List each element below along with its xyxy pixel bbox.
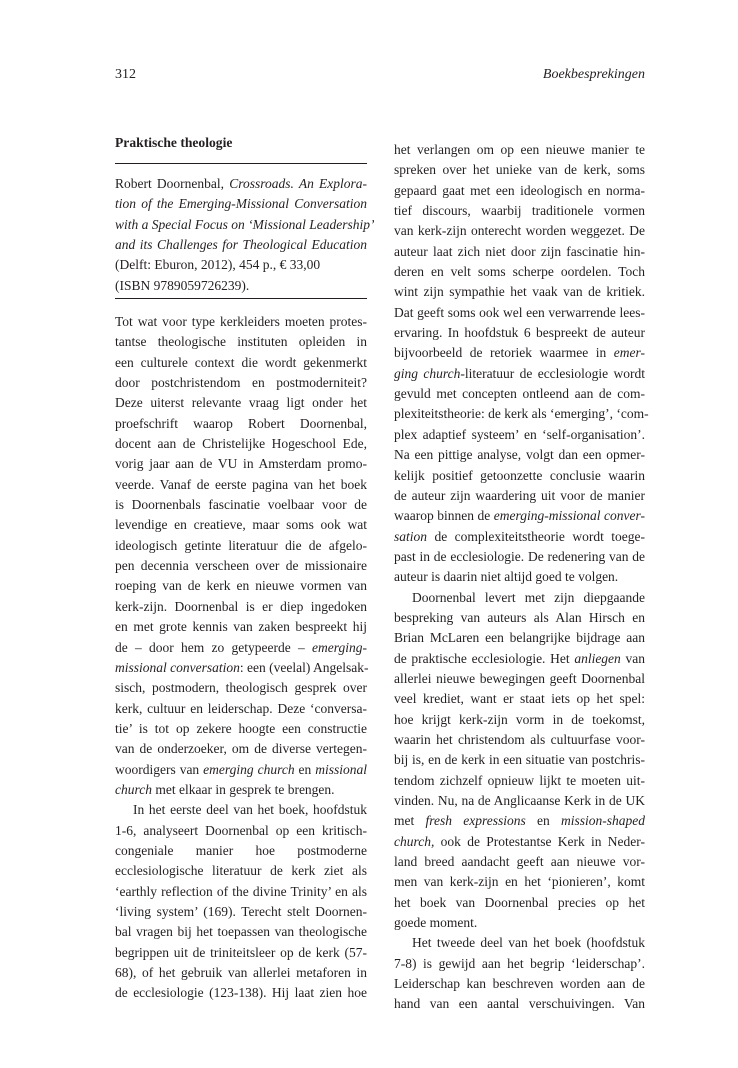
italic-text: emerging-missional conver-	[493, 508, 645, 524]
divider-top	[115, 163, 367, 164]
text-segment: door postchristendom en postmoderniteit?	[115, 375, 367, 391]
text-segment: plex adaptief systeem’ en ‘self-organisation’.	[394, 426, 645, 442]
text-line	[115, 780, 367, 800]
italic-text: ging church	[394, 365, 461, 381]
text-segment: wint zijn sympathie het vaak van de kritiek.	[394, 284, 645, 300]
text-segment: bijvoorbeeld de retoriek waarmee in	[394, 345, 614, 361]
text-segment: auteur is daarin niet altijd goed te volgen.	[394, 569, 619, 585]
text-line	[394, 140, 645, 160]
divider-bottom	[115, 298, 367, 299]
text-line	[115, 943, 367, 963]
text-line	[394, 913, 645, 933]
text-line	[115, 475, 367, 495]
text-line	[394, 588, 645, 608]
text-line	[394, 181, 645, 201]
text-segment: kelijk positief getoonzette conclusie waarin	[394, 467, 645, 483]
text-line	[115, 963, 367, 983]
text-line	[115, 882, 367, 902]
text-segment: veel krediet, want er staat iets op het spel:	[394, 691, 645, 707]
text-segment: kerk, cultuur en leiderschap. Deze ‘conversa-	[115, 700, 367, 716]
text-line	[115, 678, 367, 698]
text-line	[394, 384, 645, 404]
italic-text: emer-	[613, 345, 645, 361]
text-line	[394, 343, 645, 363]
italic-text: tion of the Emerging-Missional Conversation	[115, 196, 367, 212]
text-line	[394, 811, 645, 831]
text-segment: congeniale manier hoe postmoderne	[115, 842, 367, 858]
text-segment: bal vragen bij het toepassen van theologische	[115, 924, 367, 940]
text-line	[394, 160, 645, 180]
text-line	[115, 353, 367, 373]
text-segment: waarin het christendom als cultuurfase voor-	[394, 731, 645, 747]
text-segment: Deze uiterst relevante vraag ligt onder het	[115, 395, 367, 411]
text-segment: veerde. Vanaf de eerste pagina van het boek	[115, 476, 367, 492]
text-segment: ervaring. In hoofdstuk 6 bespreekt de auteur	[394, 325, 645, 341]
text-segment: plexiteitstheorie: de kerk als ‘emerging’, ‘com-	[394, 406, 649, 422]
text-segment: tief discours, waarbij traditionele vormen	[394, 203, 645, 219]
text-line	[115, 902, 367, 922]
text-segment: met elkaar in gesprek te brengen.	[152, 781, 335, 797]
left-column-body	[115, 312, 367, 1004]
text-line	[394, 242, 645, 262]
text-line	[394, 750, 645, 770]
text-line	[115, 719, 367, 739]
text-segment: ideologisch getinte literatuur die de afgelo-	[115, 537, 367, 553]
text-line	[394, 933, 645, 953]
italic-text: mission-shaped	[561, 813, 645, 829]
text-segment: past in de ecclesiologie. De redenering van de	[394, 548, 645, 564]
text-line	[394, 262, 645, 282]
text-line	[394, 567, 645, 587]
text-segment: hand van een aantal verschuivingen. Van	[394, 996, 645, 1012]
text-line	[394, 506, 645, 526]
text-segment: tantse theologische instituten opleiden in	[115, 334, 367, 350]
text-segment: de praktische ecclesiologie. Het	[394, 650, 575, 666]
text-segment: ‘earthly reflection of the divine Trinity’ en als	[115, 883, 367, 899]
italic-text: with a Special Focus on ‘Missional Leadership’	[115, 216, 375, 232]
text-segment: sisch, postmodern, theologisch gesprek over	[115, 680, 367, 696]
text-segment: de auteur zijn waardering uit voor de manier	[394, 487, 645, 503]
text-line	[394, 872, 645, 892]
text-segment: tendom zichzelf opnieuw lijkt te moeten uit-	[394, 772, 645, 788]
text-segment: en	[525, 813, 561, 829]
text-segment: van kerk-zijn onterecht worden weggezet. De	[394, 223, 645, 239]
italic-text: missional conversation	[115, 659, 240, 675]
text-line	[115, 576, 367, 596]
text-line	[394, 404, 649, 424]
text-line	[394, 852, 645, 872]
text-line	[115, 255, 367, 275]
text-line	[394, 893, 645, 913]
text-line	[394, 771, 645, 791]
italic-text: emerging-	[312, 639, 367, 655]
text-line	[394, 425, 645, 445]
text-segment: Dat geeft soms ook wel een verwarrende lees-	[394, 304, 645, 320]
text-line	[115, 800, 367, 820]
italic-text: fresh expressions	[425, 813, 526, 829]
text-line	[115, 332, 367, 352]
text-line	[394, 994, 645, 1014]
text-line	[394, 282, 645, 302]
text-segment: : een (veelal) Angelsak-	[239, 659, 369, 675]
text-line	[115, 393, 367, 413]
italic-text: church	[115, 781, 152, 797]
italic-text: sation	[394, 528, 428, 544]
text-line	[115, 922, 367, 942]
italic-text: church,	[394, 833, 435, 849]
text-line	[115, 597, 367, 617]
text-segment: proefschrift waarop Robert Doornenbal,	[115, 415, 367, 431]
text-segment: Na een pittige analyse, volgt dan een opmer-	[394, 447, 645, 463]
text-line	[115, 515, 367, 535]
text-segment: 1-6, analyseert Doornenbal op een kritisch-	[115, 822, 367, 838]
text-segment: tie’ is tot op zekere hoogte een constructie	[115, 720, 367, 736]
text-line	[394, 486, 645, 506]
running-header-section: Boekbesprekingen	[542, 67, 645, 82]
text-segment: bij is, en de kerk in een situatie van postchris-	[394, 752, 645, 768]
text-segment: In het eerste deel van het boek, hoofdstuk	[133, 802, 367, 818]
text-line	[394, 201, 645, 221]
text-line	[115, 760, 367, 780]
text-segment: de ecclesiologie (123-138). Hij laat zien hoe	[115, 985, 367, 1001]
text-line	[115, 174, 367, 194]
text-line	[115, 434, 367, 454]
text-line	[394, 710, 645, 730]
text-segment: Brian McLaren een belangrijke bijdrage aan	[394, 630, 645, 646]
text-line	[394, 974, 645, 994]
text-line	[115, 312, 367, 332]
text-segment: woordigers van	[115, 761, 204, 777]
text-segment: deren en velt soms scherpe oordelen. Toch	[394, 264, 645, 280]
text-segment: 7-8) is gewijd aan het begrip ‘leiderschap’.	[394, 955, 645, 971]
text-line	[394, 445, 645, 465]
text-line	[394, 303, 645, 323]
text-segment: bespreking van auteurs als Alan Hirsch en	[394, 609, 645, 625]
text-line	[115, 414, 367, 434]
text-segment: ‘living system’ (169). Terecht stelt Doornen-	[115, 903, 367, 919]
text-segment: van	[620, 650, 645, 666]
text-line	[115, 617, 367, 637]
text-segment: Tot wat voor type kerkleiders moeten protes-	[115, 314, 367, 329]
text-segment: is Doornenbals fascinatie voelbaar voor de	[115, 497, 367, 513]
text-segment: (ISBN 9789059726239).	[115, 277, 250, 293]
text-line	[394, 669, 645, 689]
text-line	[115, 276, 367, 296]
text-line	[115, 821, 367, 841]
text-segment: de – door hem zo getypeerde –	[115, 639, 313, 655]
text-segment: goede moment.	[394, 915, 478, 931]
text-line	[115, 556, 367, 576]
text-segment: het boek van Doornenbal precies op het	[394, 894, 645, 910]
text-line	[394, 527, 645, 547]
text-segment: land breed aandacht geeft aan nieuwe vor-	[394, 854, 645, 870]
text-line	[115, 454, 367, 474]
text-segment: van de onderzoeker, om de diverse vertegen-	[115, 741, 367, 757]
text-segment: (Delft: Eburon, 2012), 454 p., € 33,00	[115, 257, 321, 273]
text-line	[115, 983, 367, 1003]
text-segment: allerlei nieuwe bewegingen geeft Doornenbal	[394, 670, 645, 686]
page-number: 312	[115, 67, 136, 82]
text-line	[115, 536, 367, 556]
text-segment: docent aan de Christelijke Hogeschool Ede,	[115, 436, 367, 452]
text-segment: een culturele context die wordt gekenmerkt	[115, 354, 367, 370]
text-line	[115, 739, 367, 759]
text-segment: gevuld met concepten ontleend aan de com-	[394, 386, 645, 402]
text-line	[115, 638, 367, 658]
text-segment: Robert Doornenbal,	[115, 176, 230, 191]
text-segment: 68), of het gebruik van allerlei metaforen in	[115, 965, 367, 980]
text-segment: met	[394, 813, 426, 829]
text-line	[394, 689, 645, 709]
text-segment: en	[294, 761, 316, 777]
text-segment: Doornenbal levert met zijn diepgaande	[412, 589, 645, 605]
text-line	[394, 608, 645, 628]
text-line	[115, 841, 367, 861]
text-line	[394, 832, 645, 852]
italic-text: and its Challenges for Theological Education	[115, 237, 367, 253]
text-segment: de complexiteitstheorie wordt toege-	[427, 528, 645, 544]
text-line	[394, 323, 645, 343]
text-segment: vorig jaar aan de VU in Amsterdam promo-	[115, 456, 367, 472]
text-segment: levendige en creatieve, maar soms ook wat	[115, 517, 367, 533]
text-line	[394, 547, 645, 567]
italic-text: missional	[315, 761, 367, 777]
text-segment: Het tweede deel van het boek (hoofdstuk	[412, 935, 645, 951]
text-segment: begrippen uit de triniteitsleer op de kerk (57-	[115, 944, 367, 960]
text-segment: gepaard gaat met een ideologisch en norma-	[394, 182, 645, 198]
text-line	[115, 194, 367, 214]
text-segment: kerk-zijn. Doornenbal is er diep ingedoken	[115, 598, 367, 614]
text-segment: vinden. Nu, na de Anglicaanse Kerk in de UK	[394, 793, 645, 808]
text-segment: spreken over het unieke van de kerk, soms	[394, 162, 645, 178]
text-segment: -literatuur de ecclesiologie wordt	[460, 365, 645, 381]
text-segment: waarop binnen de	[394, 508, 494, 524]
text-segment: men van kerk-zijn en het ‘pionieren’, komt	[394, 874, 645, 890]
text-line	[115, 699, 367, 719]
text-segment: auteur laat zich niet door zijn fascinatie hin-	[394, 243, 645, 259]
text-segment: en met grote kennis van zaken bespreekt hij	[115, 619, 367, 635]
text-segment: hoe krijgt kerk-zijn vorm in de toekomst,	[394, 711, 645, 727]
italic-text: emerging church	[203, 761, 295, 777]
text-line	[115, 861, 367, 881]
text-line	[394, 628, 645, 648]
text-line	[394, 791, 645, 811]
text-line	[394, 649, 645, 669]
text-line	[394, 221, 645, 241]
text-line	[394, 954, 645, 974]
text-line	[394, 730, 645, 750]
text-segment: Leiderschap kan beschreven worden aan de	[394, 976, 645, 992]
text-line	[115, 235, 367, 255]
text-line	[115, 495, 367, 515]
text-segment: ook de Protestantse Kerk in Neder-	[434, 833, 645, 849]
section-heading: Praktische theologie	[115, 135, 233, 150]
italic-text: anliegen	[574, 650, 621, 666]
text-line	[394, 364, 645, 384]
text-line	[115, 373, 367, 393]
book-citation	[115, 174, 375, 296]
text-segment: ecclesiologische literatuur de kerk ziet als	[115, 863, 367, 879]
text-segment: roeping van de kerk en nieuwe vormen van	[115, 578, 367, 594]
text-line	[115, 215, 375, 235]
text-segment: pen decennia verscheen over de missionaire	[115, 558, 367, 574]
text-line	[115, 658, 367, 678]
text-line	[394, 466, 645, 486]
right-column-body	[394, 140, 649, 1015]
text-segment: het verlangen om op een nieuwe manier te	[394, 142, 645, 157]
italic-text: Crossroads. An Explora-	[229, 176, 367, 191]
